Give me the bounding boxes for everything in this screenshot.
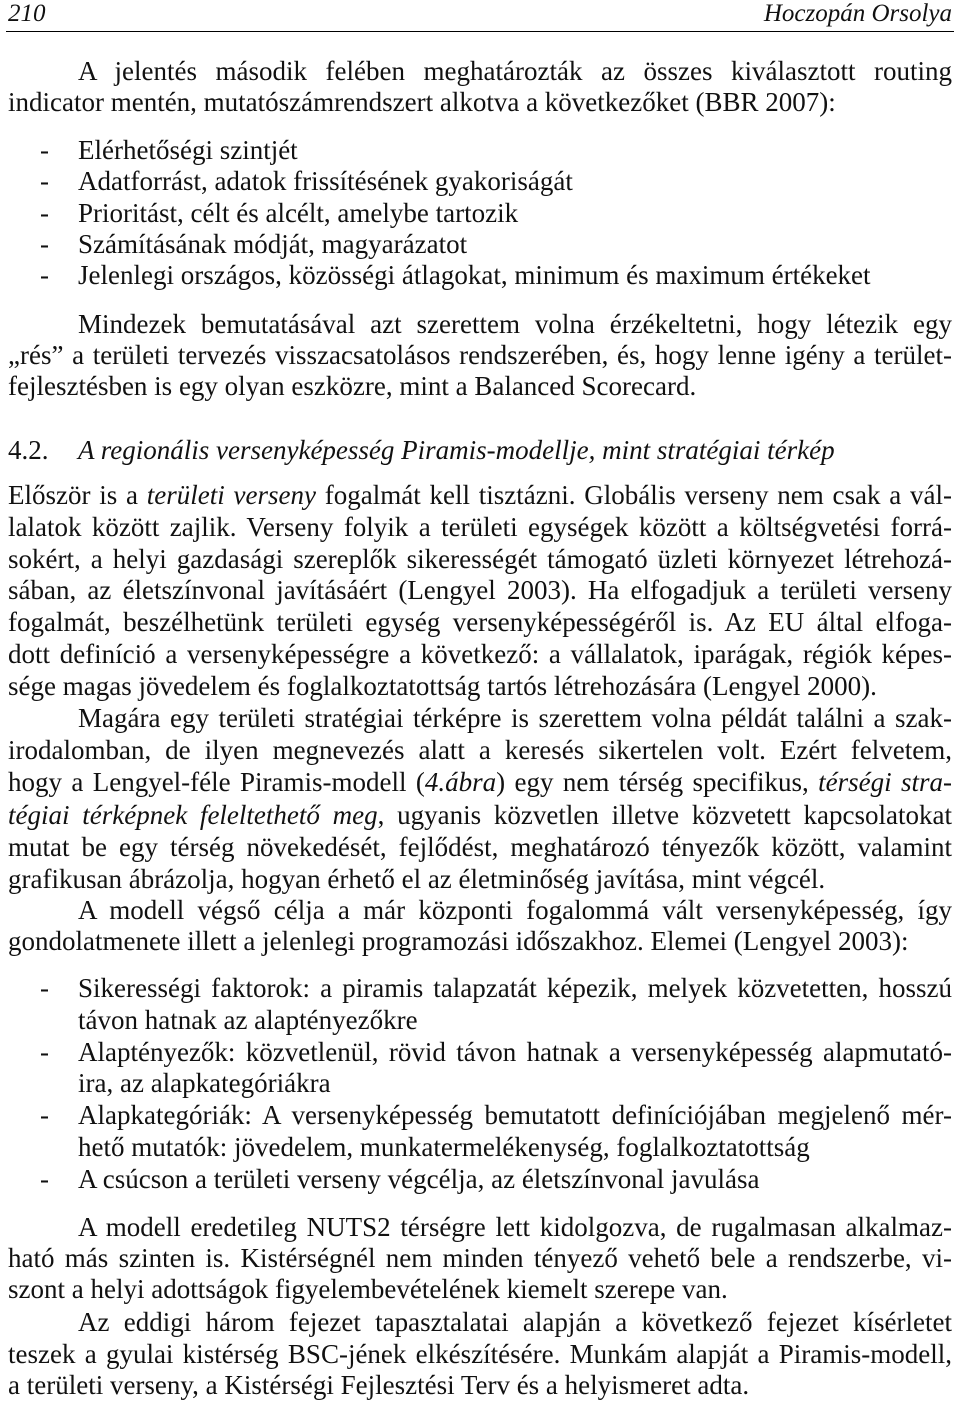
paragraph-line: A modell eredetileg NUTS2 térségre lett kidolgozva, de rugalmasan alkalmaz- (78, 1212, 952, 1242)
paragraph-line: teszek a gyulai kistérség BSC-jének elkészítésére. Munkám alapját a Piramis-modell, (8, 1338, 952, 1369)
paragraph-line: fejlesztésben is egy olyan eszközre, mint a Balanced Scorecard. (8, 371, 697, 401)
list-item-text: Jelenlegi országos, közösségi átlagokat, minimum és maximum értékeket (78, 260, 871, 290)
list-item-text: Alaptényezők: közvetlenül, rövid távon hatnak a versenyképesség alapmutató- (78, 1036, 952, 1067)
list-bullet: - (40, 1100, 49, 1131)
list-item-text: ira, az alapkategóriákra (78, 1068, 331, 1099)
list-item-text: A csúcson a területi verseny végcélja, az életszínvonal javulása (78, 1163, 760, 1194)
paragraph-line: sában, az életszínvonal javításáért (Lengyel 2003). Ha elfogadjuk a területi verseny (8, 575, 952, 606)
list-item (8, 166, 952, 197)
section-heading (8, 435, 952, 466)
paragraph-line: sokért, a helyi gazdasági szereplők sikerességét támogató üzleti környezet létrehozá- (8, 543, 952, 574)
list-bullet: - (40, 197, 49, 228)
list-bullet: - (40, 973, 49, 1003)
paragraph-line: dott definíció a versenyképességre a következő: a vállalatok, iparágak, régiók képes- (8, 638, 952, 669)
list-item (8, 198, 952, 229)
paragraph-line: irodalomban, de ilyen megnevezés alatt a keresés sikertelen volt. Ezért felvetem, (8, 735, 952, 766)
list-item-text: Adatforrást, adatok frissítésének gyakoriságát (78, 166, 573, 197)
list-item (8, 135, 952, 166)
text-run: , ugyanis közvetlen illetve közvetett kapcsolatokat (377, 799, 952, 830)
paragraph-line: mutat be egy térség növekedését, fejlődést, meghatározó tényezők között, valamint (8, 831, 952, 862)
paragraph-closing (8, 1307, 952, 1402)
paragraph-line: fogalmát, beszélhetünk területi egység versenyképességéről is. Az EU által elfoga- (8, 607, 952, 638)
list-bullet: - (40, 166, 49, 197)
paragraph-line: szont a helyi adottságok figyelembevételének kiemelt szerepe van. (8, 1274, 728, 1304)
list-item-text: Elérhetőségi szintjét (78, 135, 298, 165)
paragraph-competition (8, 480, 952, 703)
section-number: 4.2. (8, 435, 49, 465)
figure-reference: 4.ábra (424, 767, 497, 798)
paragraph-line: Magára egy területi stratégiai térképre is szerettem volna példát találni a szak- (78, 703, 952, 733)
header-rule (6, 31, 954, 32)
paragraph-line: ható más szinten is. Kistérségnél nem minden tényező vehető bele a rendszerbe, vi- (8, 1243, 952, 1273)
paragraph-line: sége magas jövedelem és foglalkoztatottság tartós létrehozására (Lengyel 2000). (8, 670, 877, 701)
text-run: fogalmát kell tisztázni. Globális verseny nem csak a vál- (316, 480, 952, 510)
text-run: ) egy nem térség specifikus, (496, 767, 819, 798)
emphasis-run: tégiai térképnek feleltethető meg (8, 799, 378, 830)
section-title: A regionális versenyképesség Piramis-modellje, mint stratégiai térkép (78, 435, 835, 465)
paragraph-intro (8, 56, 952, 118)
paragraph-nuts (8, 1212, 952, 1305)
list-item (8, 1164, 952, 1196)
paragraph-line: „rés” a területi tervezés visszacsatolásos rendszerében, és, hogy lenne igény a terület- (8, 340, 952, 370)
paragraph-line: grafikusan ábrázolja, hogyan érhető el az életminőség javítása, mint végcél. (8, 864, 826, 895)
paragraph-line: A modell végső célja a már központi fogalommá vált versenyképesség, így (78, 895, 952, 925)
list-item-text: Alapkategóriák: A versenyképesség bemutatott definíciójában megjelenő mér- (78, 1100, 952, 1131)
emphasis-run: térségi stra- (818, 767, 953, 798)
paragraph-strategy-map (8, 702, 952, 895)
list-item (8, 1100, 952, 1164)
paragraph-line (8, 480, 952, 512)
list-bullet: - (40, 1163, 49, 1194)
list-bullet: - (40, 260, 49, 290)
paragraph-line (8, 766, 952, 798)
elements-list (8, 973, 952, 1196)
indicator-list (8, 135, 952, 291)
paragraph-line: gondolatmenete illett a jelenlegi programozási időszakhoz. Elemei (Lengyel 2003): (8, 926, 909, 956)
paragraph-line: Mindezek bemutatásával azt szerettem volna érzékeltetni, hogy létezik egy (78, 309, 952, 339)
paragraph-line: a területi verseny, a Kistérségi Fejlesztési Terv és a helyismeret adta. (8, 1370, 750, 1400)
paragraph-line (8, 799, 952, 831)
list-bullet: - (40, 228, 49, 259)
list-item (8, 973, 952, 1037)
list-item (8, 1037, 952, 1101)
page-header (8, 0, 952, 28)
list-item (8, 260, 952, 291)
list-item-text: távon hatnak az alaptényezőkre (78, 1004, 418, 1035)
page-number: 210 (8, 0, 46, 27)
paragraph-model-goal (8, 895, 952, 957)
text-run: hogy a Lengyel-féle Piramis-modell ( (8, 767, 425, 798)
paragraph-gap (8, 309, 952, 402)
running-head: Hoczopán Orsolya (763, 0, 952, 27)
list-item-text: hető mutatók: jövedelem, munkatermelékenység, foglalkoztatottság (78, 1131, 810, 1162)
list-item-text: Prioritást, célt és alcélt, amelybe tartozik (78, 197, 519, 228)
paragraph-line: indicator mentén, mutatószámrendszert alkotva a következőket (BBR 2007): (8, 87, 836, 117)
list-item-text: Számításának módját, magyarázatot (78, 228, 468, 259)
list-bullet: - (40, 135, 49, 165)
emphasis-run: területi verseny (146, 480, 316, 510)
list-item (8, 229, 952, 260)
list-bullet: - (40, 1036, 49, 1067)
paragraph-line: A jelentés második felében meghatározták az összes kiválasztott routing (78, 56, 952, 86)
paragraph-line: Az eddigi három fejezet tapasztalatai alapján a következő fejezet kísérletet (78, 1307, 952, 1337)
list-item-text: Sikerességi faktorok: a piramis talapzatát képezik, melyek közvetetten, hosszú (78, 973, 952, 1003)
text-run: Először is a (8, 480, 147, 510)
paragraph-line: lalatok között zajlik. Verseny folyik a területi egységek között a költségvetési forrá- (8, 511, 952, 542)
